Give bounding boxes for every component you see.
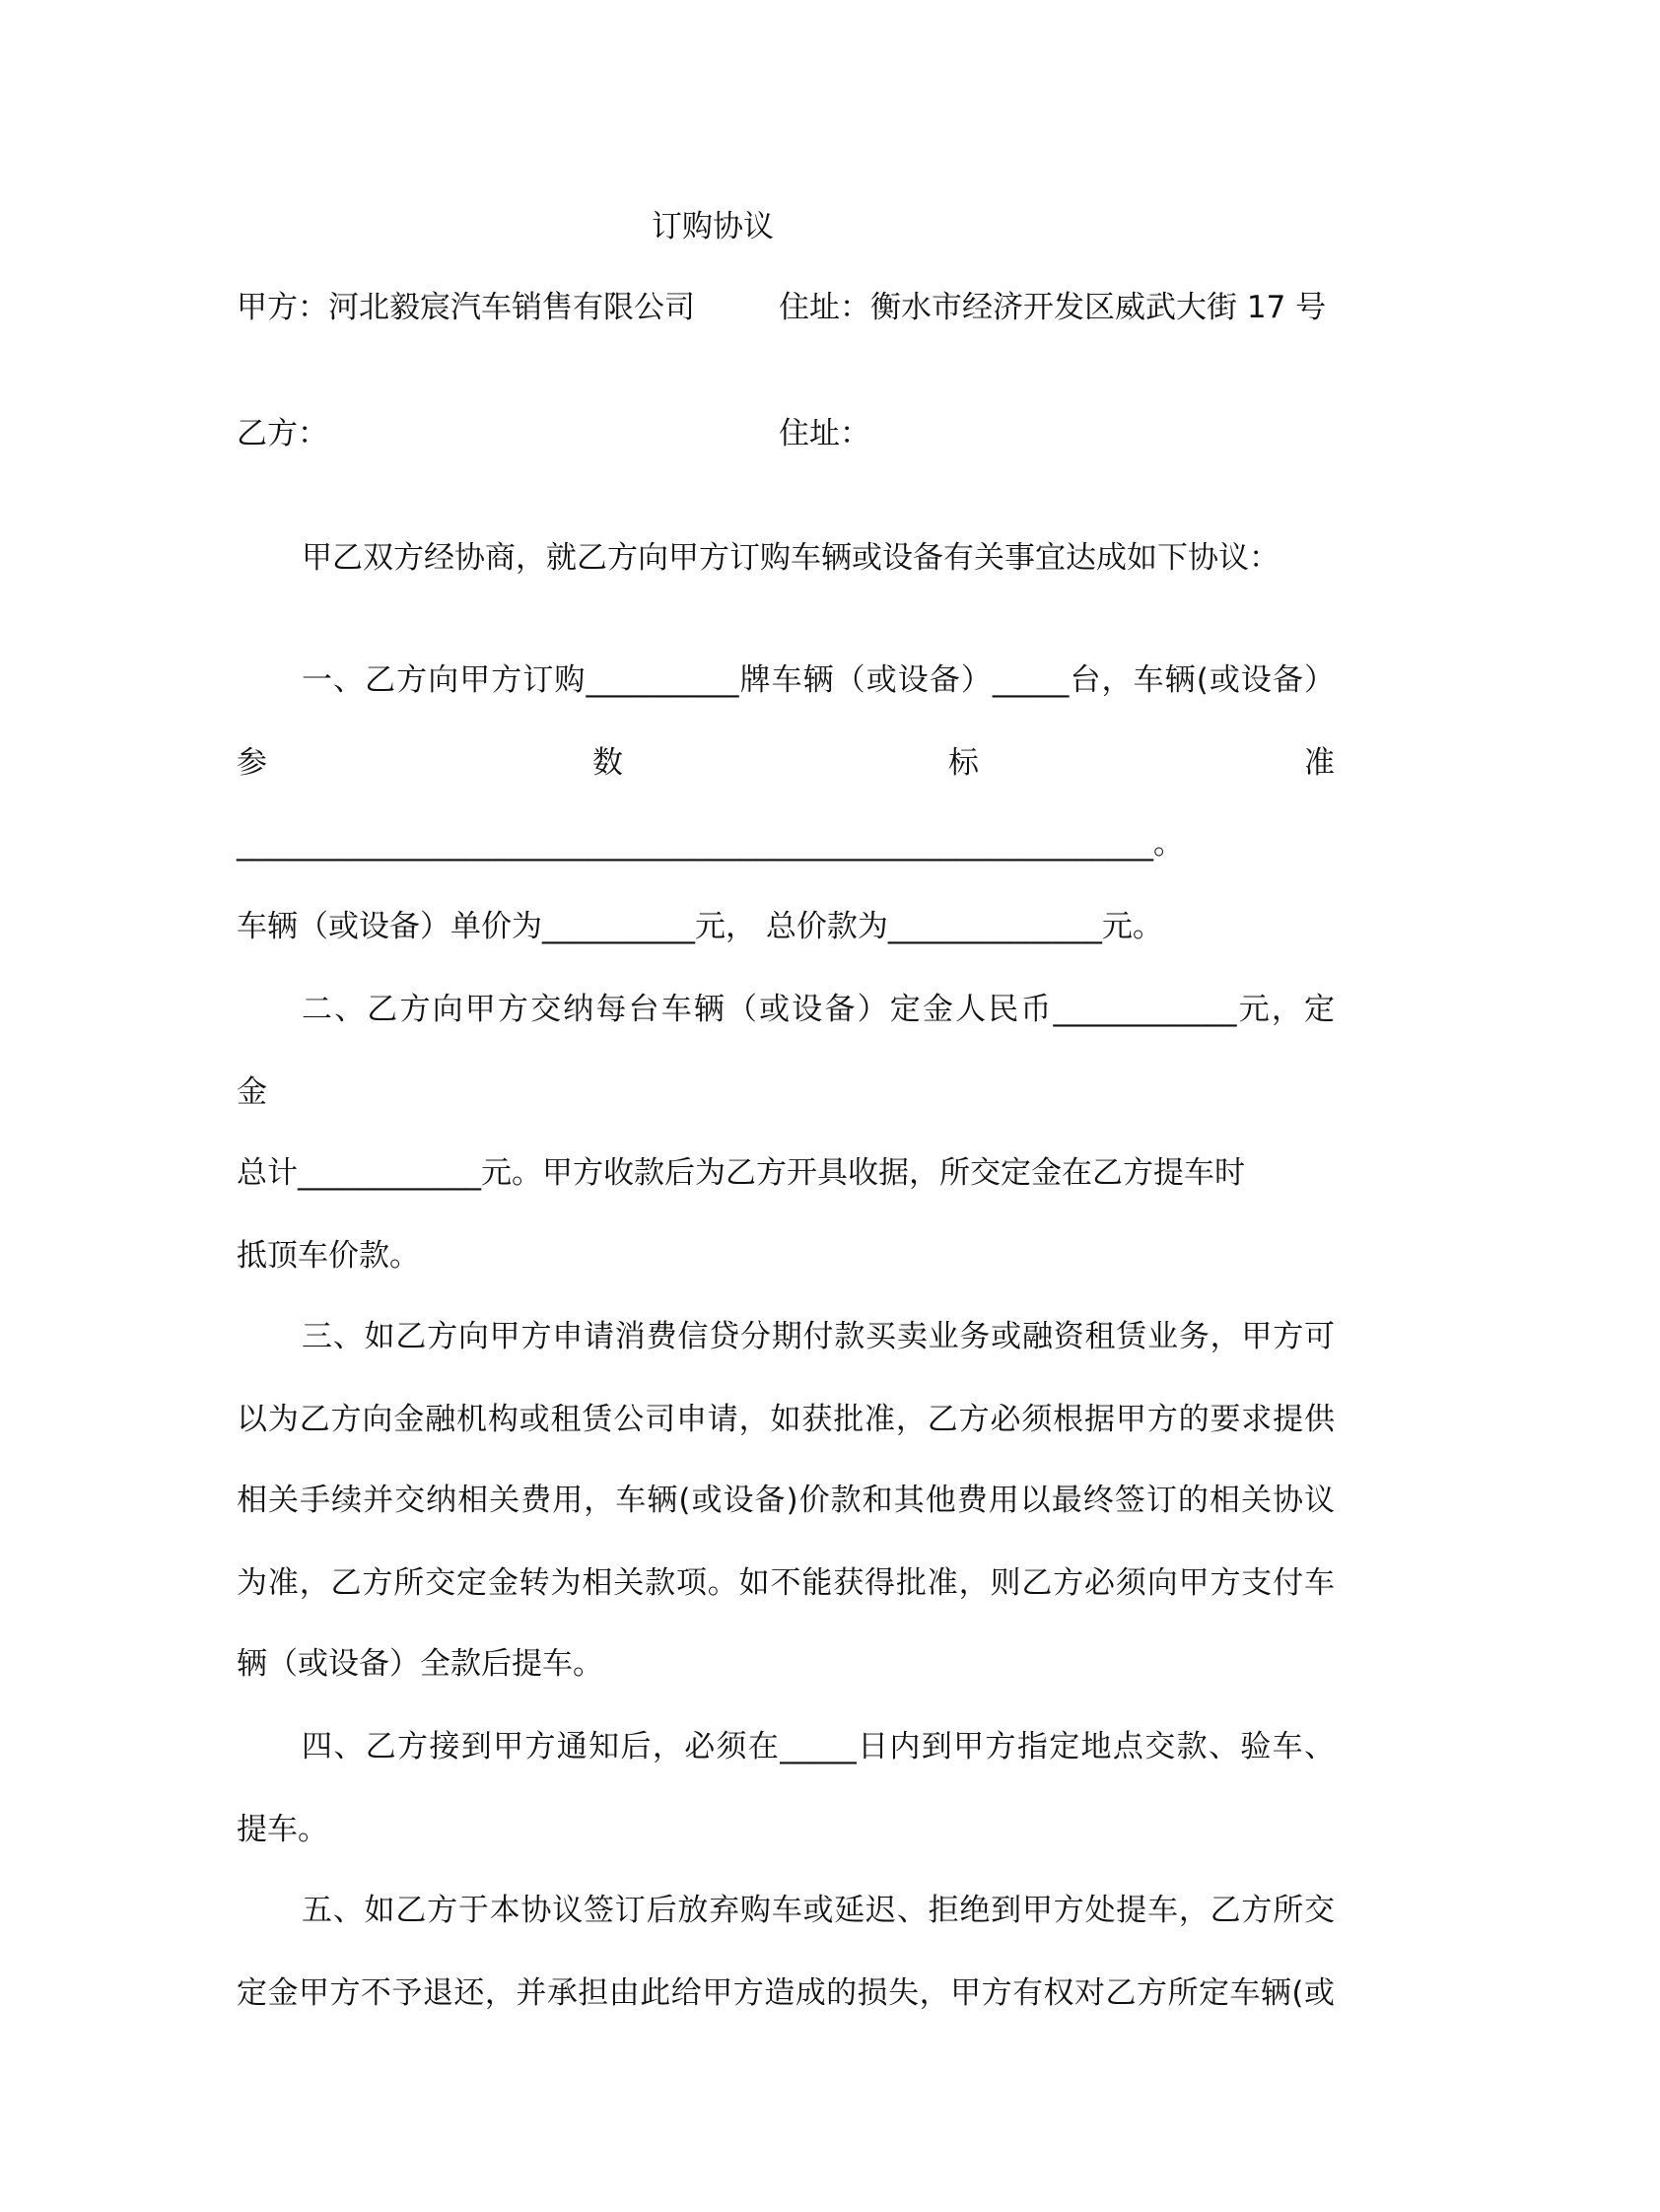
clause-3-line-4: 为准，乙方所交定金转为相关款项。如不能获得批准，则乙方必须向甲方支付车 bbox=[237, 1565, 1335, 1601]
party-b-line: 乙方： bbox=[237, 416, 328, 451]
intro-paragraph: 甲乙双方经协商，就乙方向甲方订购车辆或设备有关事宜达成如下协议： bbox=[302, 540, 1280, 576]
clause-5-line-1: 五、如乙方于本协议签订后放弃购车或延迟、拒绝到甲方处提车，乙方所交 bbox=[302, 1893, 1335, 1928]
clause-3-line-5: 辆（或设备）全款后提车。 bbox=[237, 1646, 603, 1682]
clause-2-line-2: 金 bbox=[237, 1074, 267, 1110]
party-b-address: 住址： bbox=[779, 416, 870, 451]
clause-2-line-3: 总计____________元。甲方收款后为乙方开具收据，所交定金在乙方提车时 bbox=[237, 1155, 1245, 1191]
clause-1-line-2 bbox=[237, 741, 1660, 785]
clause-2-line-1: 二、乙方向甲方交纳每台车辆（或设备）定金人民币____________元，定 bbox=[302, 992, 1335, 1027]
clause-2-line-4: 抵顶车价款。 bbox=[237, 1238, 420, 1274]
clause-3-line-1: 三、如乙方向甲方申请消费信贷分期付款买卖业务或融资租赁业务，甲方可 bbox=[302, 1319, 1335, 1354]
clause-3-line-3: 相关手续并交纳相关费用，车辆(或设备)价款和其他费用以最终签订的相关协议 bbox=[237, 1483, 1335, 1518]
document-title: 订购协议 bbox=[652, 209, 774, 244]
clause-5-line-2: 定金甲方不予退还，并承担由此给甲方造成的损失，甲方有权对乙方所定车辆(或 bbox=[237, 1975, 1335, 2011]
clause-3-line-2: 以为乙方向金融机构或租赁公司申请，如获批准，乙方必须根据甲方的要求提供 bbox=[237, 1402, 1335, 1437]
clause-1-line-3: ____________________________________________________________。 bbox=[237, 826, 1184, 862]
param-standard-label: 参数标准 bbox=[237, 745, 1660, 781]
clause-4-line-2: 提车。 bbox=[237, 1812, 328, 1847]
party-a-line: 甲方：河北毅宸汽车销售有限公司 bbox=[237, 290, 695, 325]
party-a-address: 住址：衡水市经济开发区威武大街 17 号 bbox=[779, 290, 1327, 325]
clause-4-line-1: 四、乙方接到甲方通知后，必须在_____日内到甲方指定地点交款、验车、 bbox=[302, 1729, 1335, 1764]
clause-1-line-1: 一、乙方向甲方订购__________牌车辆（或设备）_____台，车辆(或设备） bbox=[302, 662, 1335, 698]
clause-1-line-4: 车辆（或设备）单价为__________元， 总价款为______________元。 bbox=[237, 909, 1163, 944]
